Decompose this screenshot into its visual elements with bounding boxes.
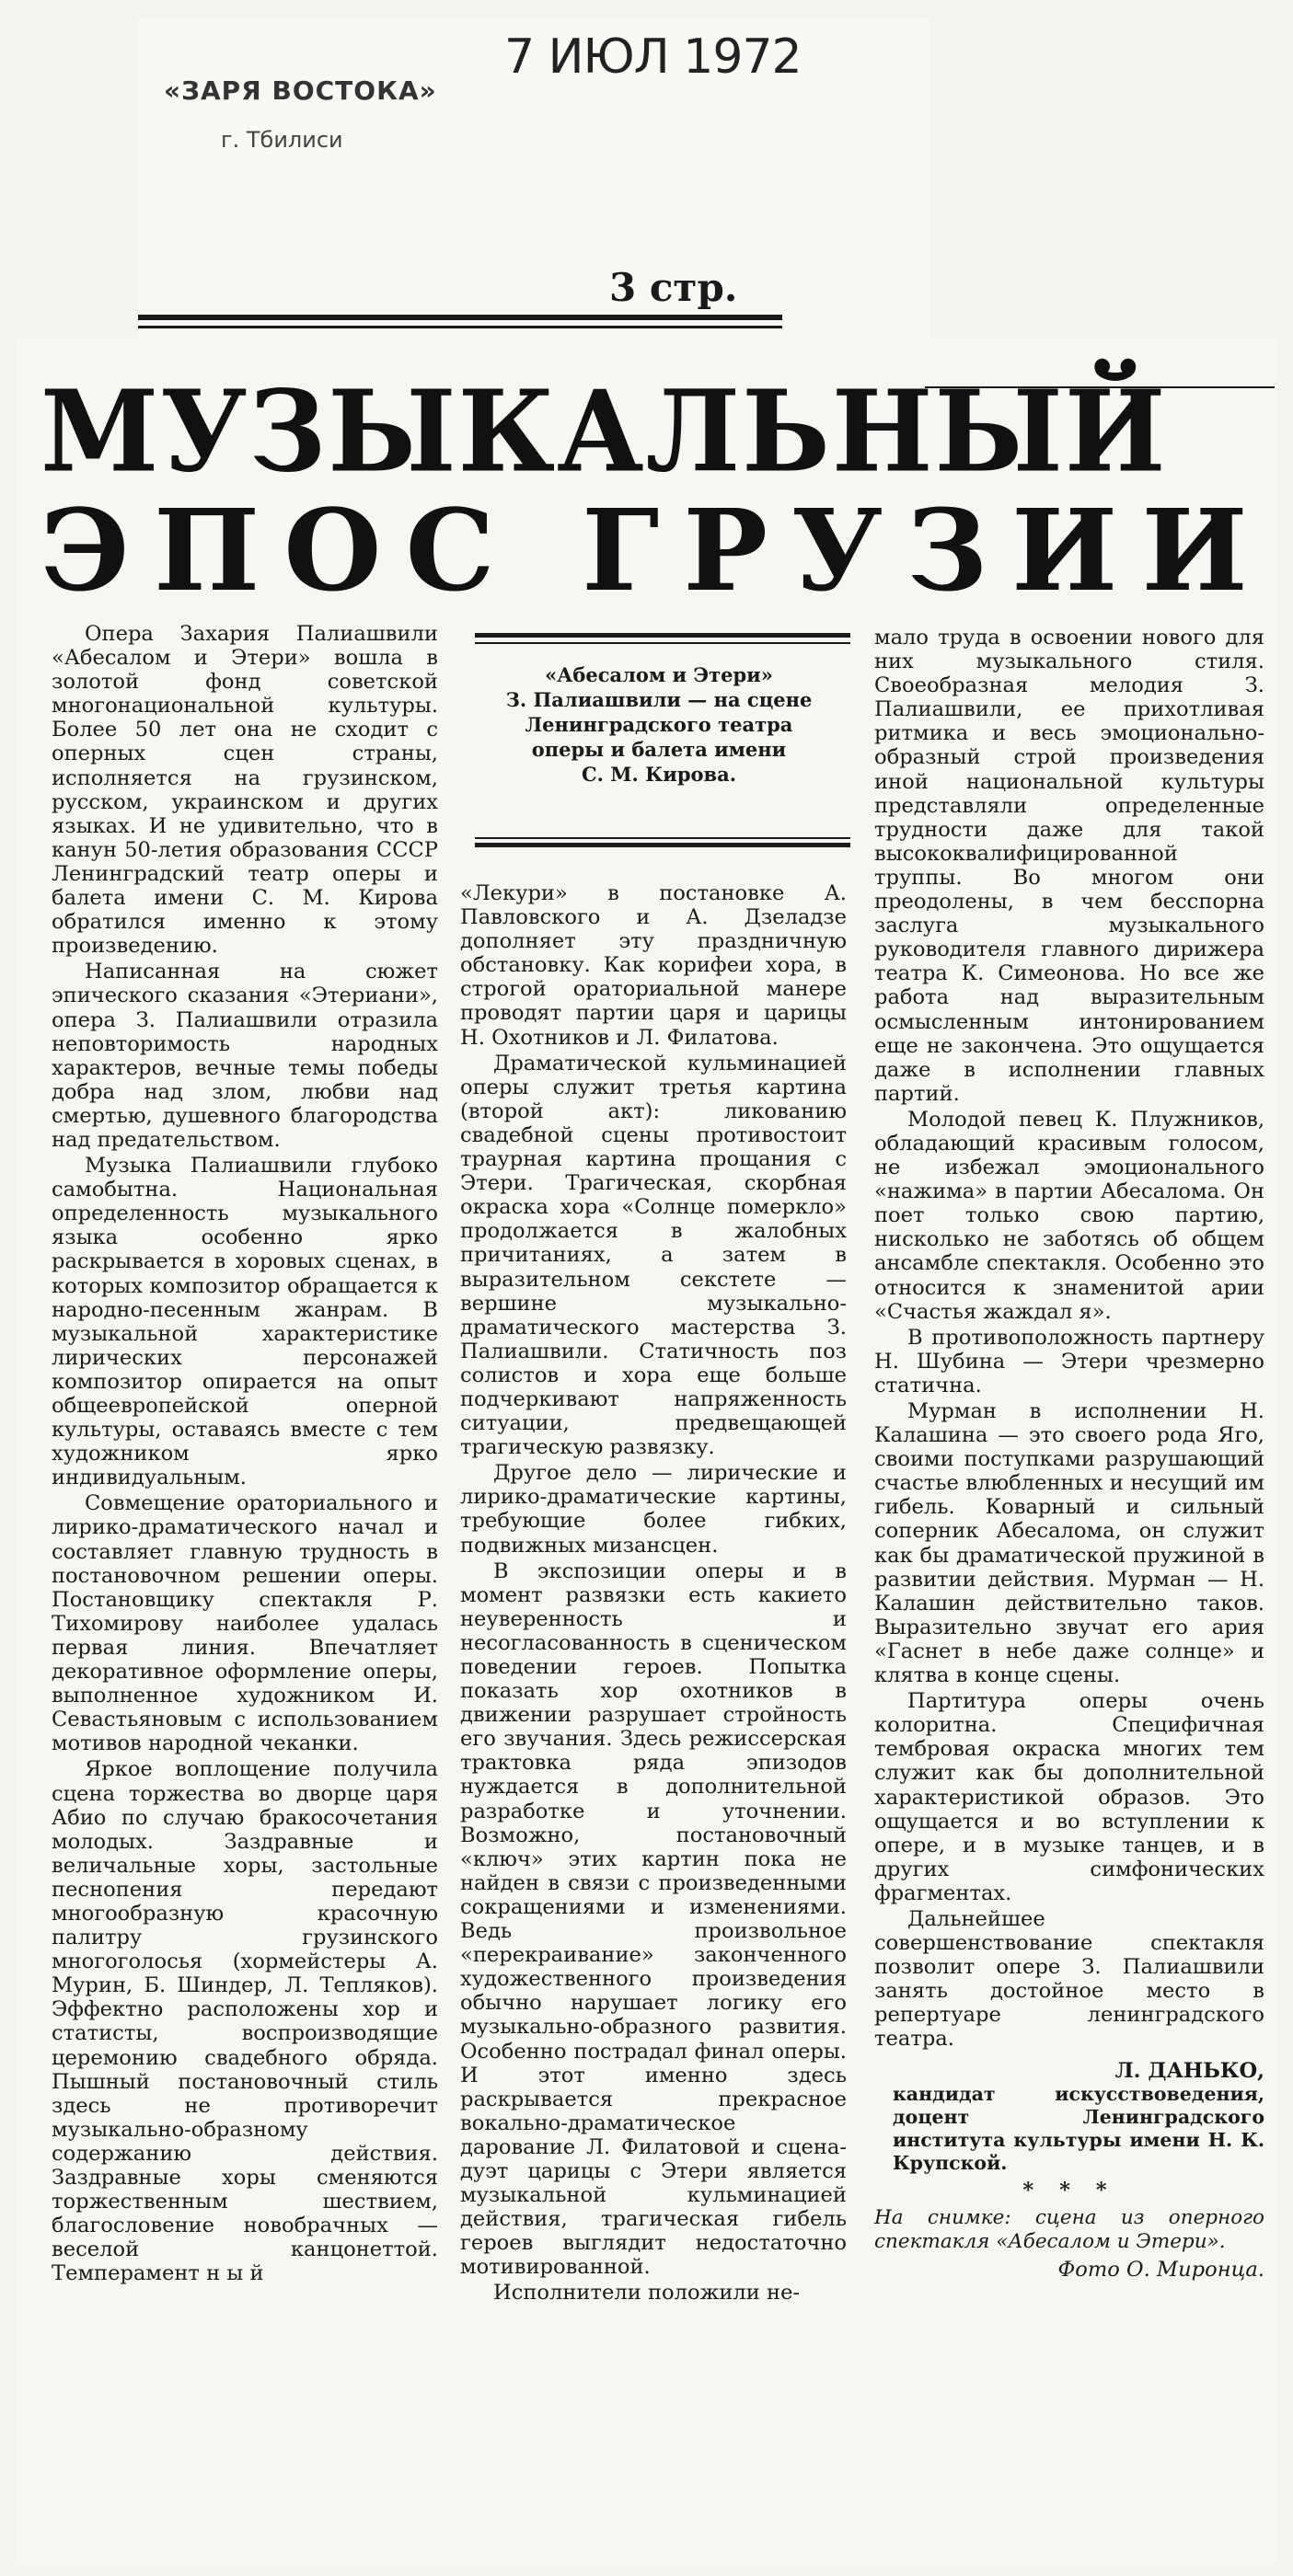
author-name: Л. ДАНЬКО, bbox=[1114, 2058, 1264, 2083]
paragraph: Музыка Палиашвили глубоко самобытна. Национальная определенность музыкального языка особенно ярко раскрывается в хоровых сценах, в которых композитор обращается к народно-песенным жанрам. В музыкальной характеристике лирических персонажей композитор опирается на опыт общеевропейской оперной культуры, оставаясь вместе с тем художником ярко индивидуальным. bbox=[52, 1154, 438, 1490]
newspaper-name-stamp: «ЗАРЯ ВОСТОКА» bbox=[164, 75, 437, 106]
article-column-2 bbox=[460, 881, 847, 2306]
epigraph-line: Ленинградского театра bbox=[525, 713, 793, 736]
paragraph: Яркое воплощение получила сцена торжества во дворце царя Абио по случаю бракосочетания молодых. Заздравные и величальные хоры, застольные песнопения передают многообразную красочную палитру грузинского многоголосья (хормейстеры А. Мурин, Б. Шиндер, Л. Тепляков). Эффектно расположены хор и статисты, воспроизводящие церемонию свадебного обряда. Пышный постановочный стиль здесь не противоречит музыкально-образному содержанию действия. Заздравные хоры сменяются торжественным шествием, благословение новобрачных — веселой канцонеттой. Темперамент н ы й bbox=[52, 1757, 438, 2286]
epigraph-line: С. М. Кирова. bbox=[581, 763, 737, 786]
header-rule bbox=[138, 315, 782, 320]
epigraph-rule-bottom-thick bbox=[475, 843, 850, 847]
photo-caption: На снимке: сцена из оперного спектакля «Абесалом и Этери». bbox=[874, 2205, 1264, 2253]
paragraph: Дальнейшее совершенствование спектакля позволит опере З. Палиашвили занять достойное место в репертуаре ленинградского театра. bbox=[874, 1906, 1264, 2052]
article-column-1 bbox=[52, 622, 438, 2285]
paragraph: Молодой певец К. Плужников, обладающий красивым голосом, не избежал эмоционального «нажима» в партии Абесалома. Он поет только свою партию, нисколько не заботясь об общем ансамбле спектакля. Особенно это относится к знаменитой арии «Счастья жаждал я». bbox=[874, 1107, 1264, 1324]
separator-stars: * * * bbox=[1022, 2178, 1116, 2202]
paragraph: Написанная на сюжет эпического сказания «Этериани», опера З. Палиашвили отразила неповторимость народных характеров, вечные темы победы добра над злом, любви над смертью, душевного благородства над предательством. bbox=[52, 960, 438, 1152]
epigraph-rule-top-thin bbox=[475, 642, 850, 644]
paragraph: «Лекури» в постановке А. Павловского и А. Дзеладзе дополняет эту праздничную обстановку. Как корифеи хора, в строгой ораториальной манере проводят партии царя и царицы Н. Охотников и Л. Филатова. bbox=[460, 881, 847, 1050]
epigraph-rule-top bbox=[475, 633, 850, 638]
article-column-3 bbox=[874, 626, 1264, 2282]
headline-line-2: ЭПОС ГРУЗИИ bbox=[40, 484, 1272, 616]
date-stamp: 7 ИЮЛ 1972 bbox=[504, 29, 802, 85]
epigraph-rule-bottom bbox=[475, 837, 850, 839]
headline-line-1: МУЗЫКАЛЬНЫЙ bbox=[40, 366, 1168, 498]
author-title: кандидат искусствоведения, доцент Ленинградского института культуры имени Н. К. Крупской. bbox=[893, 2082, 1264, 2174]
photo-credit: Фото О. Миронца. bbox=[1057, 2257, 1264, 2282]
epigraph-line: «Абесалом и Этери» bbox=[545, 663, 773, 686]
paragraph: Совмещение ораториального и лирико-драматического начал и составляет главную трудность в постановочном решении оперы. Постановщику спектакля Р. Тихомирову наиболее удалась первая линия. Впечатляет декоративное оформление оперы, выполненное художником И. Севастьяновым с использованием мотивов народной чеканки. bbox=[52, 1491, 438, 1756]
paragraph: Партитура оперы очень колоритна. Специфичная тембровая окраска многих тем служит как бы дополнительной характеристикой образов. Это ощущается и во вступлении к опере, и в музыке танцев, и в других симфонических фрагментах. bbox=[874, 1689, 1264, 1905]
paragraph: Драматической кульминацией оперы служит третья картина (второй акт): ликованию свадебной сцены противостоит траурная картина прощания с Этери. Трагическая, скорбная окраска хора «Солнце померкло» продолжается в жалобных причитаниях, а затем в выразительном секстете — вершине музыкально-драматического мастерства З. Палиашвили. Статичность поз солистов и хора еще больше подчеркивают напряженность ситуации, предвещающей трагическую развязку. bbox=[460, 1051, 847, 1460]
paragraph: Опера Захария Палиашвили «Абесалом и Этери» вошла в золотой фонд советской многонациональной культуры. Более 50 лет она не сходит с оперных сцен страны, исполняется на грузинском, русском, украинском и других языках. И не удивительно, что в канун 50-летия образования СССР Ленинградский театр оперы и балета имени С. М. Кирова обратился именно к этому произведению. bbox=[52, 622, 438, 959]
header-rule bbox=[138, 326, 782, 328]
city-stamp: г. Тбилиси bbox=[221, 127, 343, 153]
page-number: 3 стр. bbox=[609, 265, 738, 310]
paragraph: Мурман в исполнении Н. Калашина — это своего рода Яго, своими поступками разрушающий счастье влюбленных и несущий им гибель. Коварный и сильный соперник Абесалома, он служит как бы драматической пружиной в развитии действия. Мурман — Н. Калашин действительно таков. Выразительно звучат его ария «Гаснет в небе даже солнце» и клятва в конце сцены. bbox=[874, 1399, 1264, 1688]
paragraph: Другое дело — лирические и лирико-драматические картины, требующие более гибких, подвижных мизансцен. bbox=[460, 1461, 847, 1558]
epigraph-line: оперы и балета имени bbox=[531, 738, 787, 761]
epigraph bbox=[479, 662, 839, 787]
paragraph: В противоположность партнеру Н. Шубина — Этери чрезмерно статична. bbox=[874, 1325, 1264, 1397]
paragraph: Исполнители положили не- bbox=[493, 2281, 801, 2306]
paragraph: мало труда в освоении нового для них музыкального стиля. Своеобразная мелодия З. Палиашвили, ее прихотливая ритмика и весь эмоционально-образный строй произведения иной национальной культуры представляли определенные трудности даже для такой высококвалифицированной труппы. Во многом они преодолены, в чем бесспорна заслуга музыкального руководителя главного дирижера театра К. Симеонова. Но все же работа над выразительным осмысленным интонированием еще не закончена. Это ощущается даже в исполнении главных партий. bbox=[874, 626, 1264, 1106]
epigraph-line: З. Палиашвили — на сцене bbox=[505, 688, 813, 711]
paragraph: В экспозиции оперы и в момент развязки есть какието неуверенность и несогласованность в сценическом поведении героев. Попытка показать хор охотников в движении разрушает стройность его звучания. Здесь режиссерская трактовка ряда эпизодов нуждается в дополнительной разработке и уточнении. Возможно, постановочный «ключ» этих картин пока не найден в связи с произведенными сокращениями и изменениями. Ведь произвольное «перекраивание» законченного художественного произведения обычно нарушает логику его музыкально-образного развития. Особенно пострадал финал оперы. И этот именно здесь раскрывается прекрасное вокально-драматическое дарование Л. Филатовой и сцена-дуэт царицы с Этери является музыкальной кульминацией действия, трагическая гибель героев выглядит недостаточно мотивированной. bbox=[460, 1558, 847, 2280]
